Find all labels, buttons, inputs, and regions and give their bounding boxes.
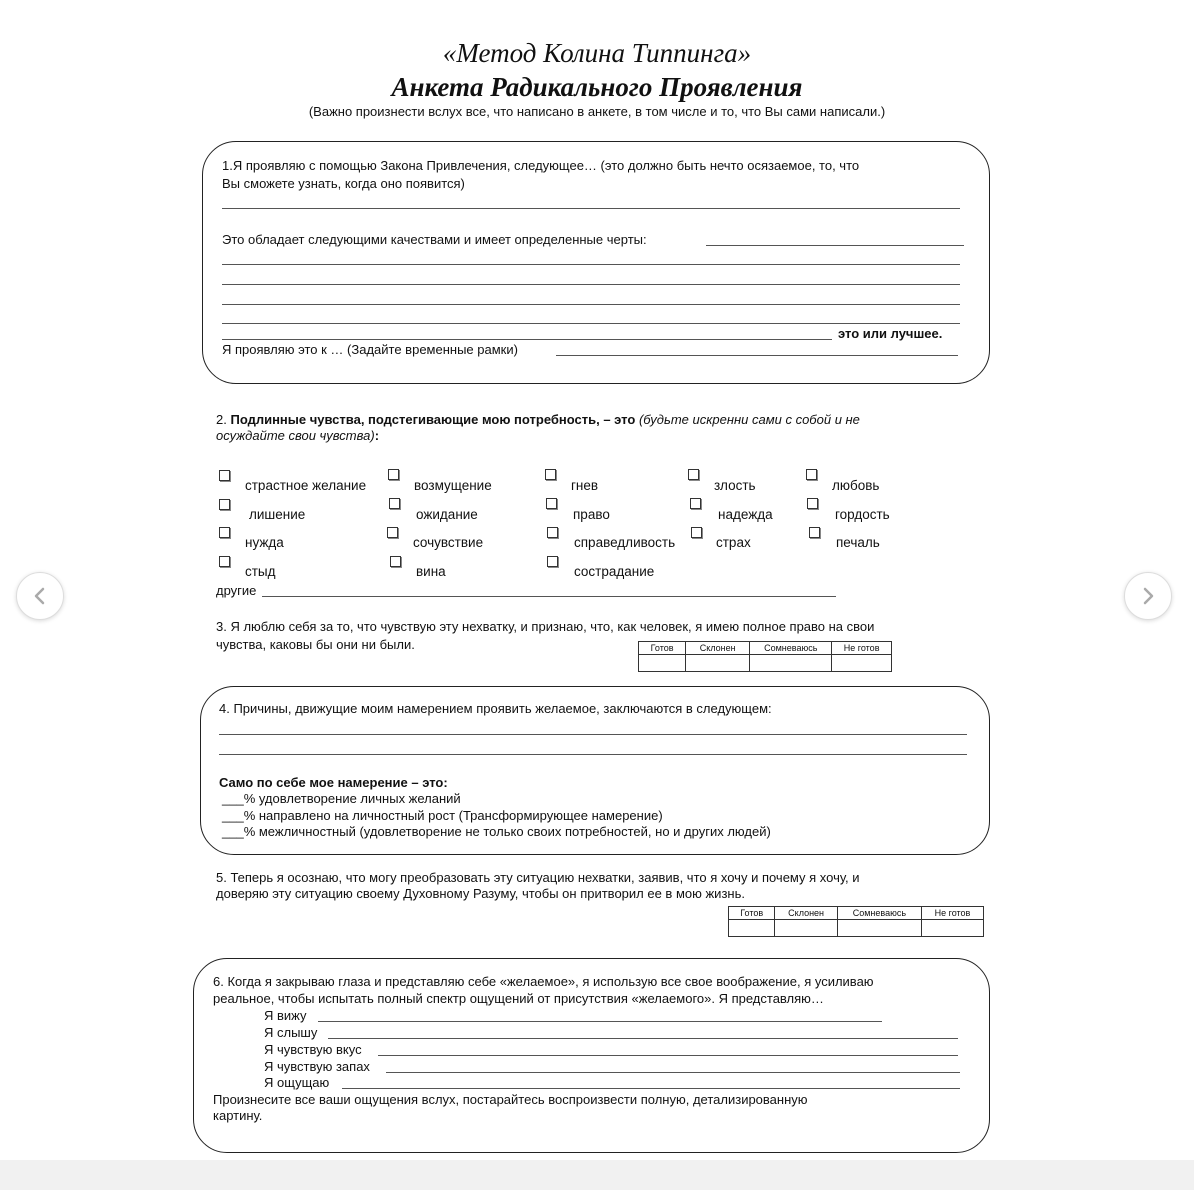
sense-smell-line[interactable] <box>386 1072 960 1073</box>
feeling-label: страстное желание <box>245 478 367 493</box>
timeframe-line[interactable] <box>556 355 958 356</box>
checkbox[interactable] <box>806 469 817 480</box>
readiness-scale <box>728 906 984 937</box>
chevron-right-icon <box>1138 586 1158 606</box>
intent-option-growth[interactable]: ___% направлено на личностный рост (Трансформирующее намерение) <box>222 808 663 823</box>
q3-text-line2: чувства, каковы бы они ни были. <box>216 637 415 652</box>
q2-heading-text: Подлинные чувства, подстегивающие мою потребность, – это <box>230 412 636 427</box>
checkbox[interactable] <box>807 498 818 509</box>
feeling-label: гордость <box>835 507 890 522</box>
others-label: другие <box>216 583 257 598</box>
checkbox[interactable] <box>219 470 230 481</box>
q2-colon: : <box>374 428 380 443</box>
feeling-label: любовь <box>832 478 880 493</box>
sense-see-label: Я вижу <box>264 1008 307 1023</box>
feeling-label: справедливость <box>574 535 676 550</box>
q5-text-line2: доверяю эту ситуацию своему Духовному Разуму, чтобы он притворил ее в мою жизнь. <box>216 886 745 901</box>
sense-taste-label: Я чувствую вкус <box>264 1042 362 1057</box>
intent-heading: Само по себе мое намерение – это: <box>219 775 448 790</box>
checkbox[interactable] <box>389 498 400 509</box>
scale-label: Не готов <box>832 642 892 655</box>
q6-closing-line2: картину. <box>213 1108 263 1123</box>
scale-cell[interactable] <box>832 655 892 672</box>
q4-text: 4. Причины, движущие моим намерением проявить желаемое, заключаются в следующем: <box>219 701 772 716</box>
form-note: (Важно произнести вслух все, что написано в анкете, в том числе и то, что Вы сами написали.) <box>308 104 886 119</box>
feeling-label: возмущение <box>414 478 492 493</box>
feeling-label: нужда <box>245 535 284 550</box>
answer-line[interactable] <box>222 339 832 340</box>
q6-text-line2: реальное, чтобы испытать полный спектр ощущений от присутствия «желаемого». Я представляю… <box>213 991 824 1006</box>
form-title: Анкета Радикального Проявления <box>391 72 803 102</box>
sense-taste-line[interactable] <box>378 1055 958 1056</box>
q2-number: 2. <box>216 412 227 427</box>
readiness-scale <box>638 641 892 672</box>
checkbox[interactable] <box>388 469 399 480</box>
checkbox[interactable] <box>691 527 702 538</box>
checkbox[interactable] <box>809 527 820 538</box>
feeling-label: злость <box>714 478 756 493</box>
q1-better-label: это или лучшее. <box>838 326 943 341</box>
checkbox[interactable] <box>545 469 556 480</box>
feeling-label: печаль <box>836 535 880 550</box>
chevron-left-icon <box>30 586 50 606</box>
scale-cell[interactable] <box>775 920 837 937</box>
q6-text-line1: 6. Когда я закрываю глаза и представляю себе «желаемое», я использую все свое воображение, я усиливаю <box>213 974 874 989</box>
q3-text-line1: 3. Я люблю себя за то, что чувствую эту нехватку, и признаю, что, как человек, я имею полное право на свои <box>216 619 875 634</box>
feeling-label: гнев <box>571 478 599 493</box>
q5-text-line1: 5. Теперь я осознаю, что могу преобразовать эту ситуацию нехватки, заявив, что я хочу и почему я хочу, и <box>216 870 860 885</box>
q2-heading <box>216 411 860 428</box>
scale-label: Готов <box>639 642 686 655</box>
sense-see-line[interactable] <box>318 1021 882 1022</box>
previous-button[interactable] <box>16 572 64 620</box>
feeling-label: страх <box>716 535 751 550</box>
q2-heading-line2 <box>216 427 379 444</box>
q1-text-line1: 1.Я проявляю с помощью Закона Привлечения, следующее… (это должно быть нечто осязаемое, то, что <box>222 158 860 173</box>
scale-cell[interactable] <box>750 655 832 672</box>
answer-line[interactable] <box>222 208 960 209</box>
answer-line[interactable] <box>222 264 960 265</box>
answer-line[interactable] <box>222 304 960 305</box>
answer-line[interactable] <box>706 245 964 246</box>
checkbox[interactable] <box>546 498 557 509</box>
feeling-label: надежда <box>718 507 773 522</box>
next-button[interactable] <box>1124 572 1172 620</box>
feeling-label: лишение <box>249 507 306 522</box>
sense-smell-label: Я чувствую запах <box>264 1059 370 1074</box>
checkbox[interactable] <box>688 469 699 480</box>
intent-option-interpersonal[interactable]: ___% межличностный (удовлетворение не только своих потребностей, но и других людей) <box>222 824 771 839</box>
sense-hear-line[interactable] <box>328 1038 958 1039</box>
sense-hear-label: Я слышу <box>264 1025 318 1040</box>
scale-cell[interactable] <box>921 920 983 937</box>
feeling-label: сострадание <box>574 564 655 579</box>
q1-timeframe-label: Я проявляю это к … (Задайте временные рамки) <box>222 342 518 357</box>
viewer-bottom-strip <box>0 1160 1194 1190</box>
checkbox[interactable] <box>547 527 558 538</box>
feeling-label: сочувствие <box>413 535 484 550</box>
scale-label: Сомневаюсь <box>750 642 832 655</box>
intent-option-personal[interactable]: ___% удовлетворение личных желаний <box>222 791 461 806</box>
scale-cell[interactable] <box>837 920 921 937</box>
checkbox[interactable] <box>690 498 701 509</box>
feeling-label: вина <box>416 564 446 579</box>
q2-hint: (будьте искренни сами с собой и не <box>638 412 860 427</box>
scale-label: Готов <box>729 907 775 920</box>
answer-line[interactable] <box>222 284 960 285</box>
answer-line[interactable] <box>219 754 967 755</box>
q2-hint-2: осуждайте свои чувства) <box>216 428 375 443</box>
q1-text-line2: Вы сможете узнать, когда оно появится) <box>222 176 465 191</box>
feeling-label: право <box>573 507 610 522</box>
scale-cell[interactable] <box>729 920 775 937</box>
page-title: «Метод Колина Типпинга» <box>442 38 752 68</box>
scale-cell[interactable] <box>686 655 750 672</box>
checkbox[interactable] <box>387 527 398 538</box>
sense-feel-label: Я ощущаю <box>264 1075 330 1090</box>
answer-line[interactable] <box>222 323 960 324</box>
answer-line[interactable] <box>219 734 967 735</box>
scale-label: Не готов <box>921 907 983 920</box>
feeling-label: стыд <box>245 564 276 579</box>
checkbox[interactable] <box>219 499 230 510</box>
others-line[interactable] <box>262 596 836 597</box>
q6-closing-line1: Произнесите все ваши ощущения вслух, постарайтесь воспроизвести полную, детализированную <box>213 1092 808 1107</box>
feeling-label: ожидание <box>416 507 478 522</box>
checkbox[interactable] <box>219 527 230 538</box>
scale-label: Склонен <box>775 907 837 920</box>
scale-label: Склонен <box>686 642 750 655</box>
sense-feel-line[interactable] <box>342 1088 960 1089</box>
checkbox[interactable] <box>219 556 230 567</box>
scale-cell[interactable] <box>639 655 686 672</box>
checkbox[interactable] <box>547 556 558 567</box>
scale-label: Сомневаюсь <box>837 907 921 920</box>
checkbox[interactable] <box>390 556 401 567</box>
q1-qualities-label: Это обладает следующими качествами и имеет определенные черты: <box>222 232 647 247</box>
